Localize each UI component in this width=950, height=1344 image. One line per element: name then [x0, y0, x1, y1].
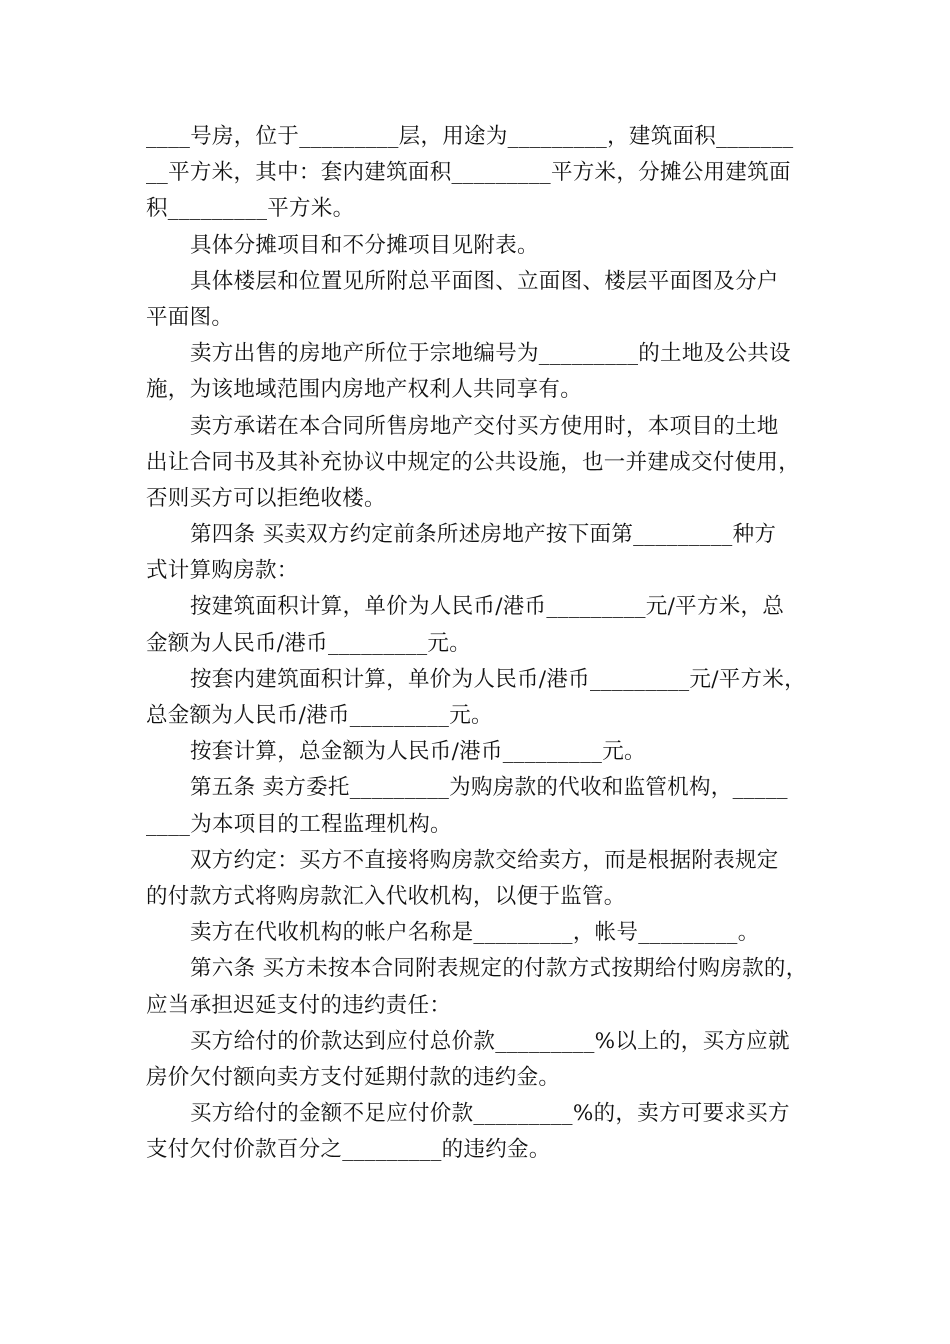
text-line: 买方给付的金额不足应付价款_________%的，卖方可要求买方: [190, 1101, 790, 1127]
text-line: 双方约定：买方不直接将购房款交给卖方，而是根据附表规定: [190, 847, 779, 873]
text-line: 第五条 卖方委托_________为购房款的代收和监管机构，_____: [190, 775, 788, 801]
text-line: 按套内建筑面积计算，单价为人民币/港币_________元/平方米，: [190, 666, 806, 692]
text-line: 支付欠付价款百分之_________的违约金。: [146, 1137, 551, 1163]
text-line: 第六条 买方未按本合同附表规定的付款方式按期给付购房款的，: [190, 956, 808, 982]
text-line: 施，为该地域范围内房地产权利人共同享有。: [146, 377, 583, 403]
text-line: 卖方在代收机构的帐户名称是_________，帐号_________。: [190, 920, 760, 946]
text-line: 按建筑面积计算，单价为人民币/港币_________元/平方米，总: [190, 594, 785, 620]
text-line: ____为本项目的工程监理机构。: [146, 811, 452, 837]
text-line: 否则买方可以拒绝收楼。: [146, 485, 386, 511]
text-line: 卖方承诺在本合同所售房地产交付买方使用时，本项目的土地: [190, 413, 779, 439]
text-line: __平方米，其中：套内建筑面积_________平方米，分摊公用建筑面: [146, 160, 791, 186]
text-line: 的付款方式将购房款汇入代收机构，以便于监管。: [146, 883, 626, 909]
text-line: 式计算购房款：: [146, 558, 299, 584]
text-line: 出让合同书及其补充协议中规定的公共设施，也一并建成交付使用，: [146, 449, 801, 475]
text-line: ____号房，位于_________层，用途为_________，建筑面积_______: [146, 124, 794, 149]
text-line: 平面图。: [146, 304, 234, 330]
text-line: 金额为人民币/港币_________元。: [146, 630, 471, 656]
text-line: 按套计算，总金额为人民币/港币_________元。: [190, 739, 646, 765]
text-line: 具体楼层和位置见所附总平面图、立面图、楼层平面图及分户: [190, 268, 779, 294]
text-line: 总金额为人民币/港币_________元。: [146, 703, 493, 728]
text-line: 第四条 买卖双方约定前条所述房地产按下面第_________种方: [190, 522, 777, 548]
text-line: 积_________平方米。: [146, 196, 355, 222]
contract-body: [146, 119, 814, 1168]
text-line: 具体分摊项目和不分摊项目见附表。: [190, 232, 539, 258]
text-line: 应当承担迟延支付的违约责任：: [146, 992, 452, 1018]
text-line: 买方给付的价款达到应付总价款_________%以上的，买方应就: [190, 1028, 790, 1054]
text-line: 卖方出售的房地产所位于宗地编号为_________的土地及公共设: [190, 341, 791, 367]
text-line: 房价欠付额向卖方支付延期付款的违约金。: [146, 1064, 561, 1090]
